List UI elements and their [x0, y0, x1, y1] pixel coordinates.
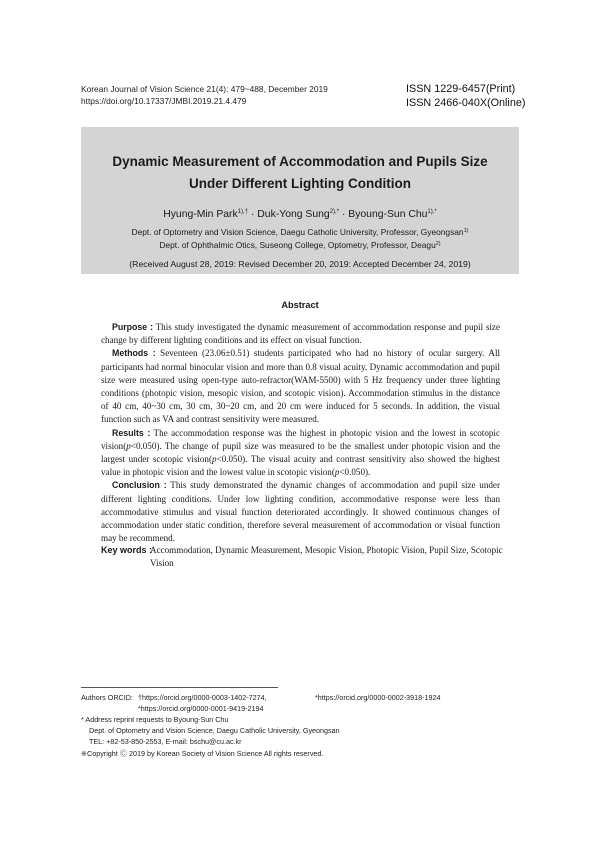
reprint-address: Dept. of Optometry and Vision Science, Daegu Catholic University, Gyeongsan — [89, 726, 340, 735]
p-value-symbol: p — [212, 454, 217, 465]
purpose-text: This study investigated the dynamic measurement of accommodation response and pupil size change by different lighting conditions and its effect on visual function. — [101, 322, 500, 346]
author-1-marker: 1),† — [237, 209, 249, 215]
footnotes — [81, 693, 521, 773]
conclusion-label: Conclusion : — [112, 480, 167, 491]
orcid-link-1[interactable]: †https://orcid.org/0000-0003-1402-7274, — [138, 693, 267, 702]
purpose-label: Purpose : — [112, 322, 154, 332]
author-separator: · — [339, 209, 349, 220]
journal-line: Korean Journal of Vision Science 21(4): 479~488, December 2019 — [81, 84, 328, 94]
orcid-link-2[interactable]: *https://orcid.org/0000-0002-3918-1924 — [315, 693, 441, 702]
reprint-request: * Address reprint requests to Byoung-Sun Chu — [81, 715, 229, 724]
methods-label: Methods : — [112, 348, 156, 359]
reprint-contact: TEL: +82-53-850-2553, E-mail: bschu@cu.ac.kr — [89, 737, 242, 746]
title-line-1: Dynamic Measurement of Accommodation and Pupils Size — [112, 154, 488, 169]
affiliation-1 — [81, 225, 519, 238]
received-dates: (Received August 28, 2019: Revised December 20, 2019: Accepted December 24, 2019) — [129, 259, 471, 269]
title-line-2: Under Different Lighting Condition — [189, 176, 411, 191]
results-text: <0.050). — [339, 467, 371, 478]
abstract-conclusion — [101, 479, 500, 545]
abstract-heading: Abstract — [281, 300, 319, 310]
author-2: Duk-Yong Sung — [257, 209, 330, 220]
results-text: <0.050). The visual acuity and contrast sensitivity also showed the highest value in photopic vision and the lowest value in scotopic vision( — [101, 454, 501, 478]
issn-block — [406, 82, 566, 110]
footnote-divider — [81, 687, 278, 688]
title-banner — [81, 127, 519, 274]
results-text: <0.050). The change of pupil size was measured to be the smallest under photopic vision and the largest under scotopic vision( — [101, 440, 500, 465]
issn-online: ISSN 2466-040X(Online) — [406, 97, 526, 109]
affiliation-1-text: Dept. of Optometry and Vision Science, Daegu Catholic University, Professor, Gyeongsan — [131, 227, 464, 237]
author-3-marker: 1),* — [427, 209, 437, 215]
p-value-symbol: p — [334, 467, 340, 478]
journal-citation — [81, 83, 381, 107]
doi-line: https://doi.org/10.17337/JMBI.2019.21.4.479 — [81, 96, 247, 106]
orcid-link-3[interactable]: *https://orcid.org/0000-0001-9419-2194 — [138, 704, 264, 713]
methods-text: Seventeen (23.06±0.51) students participated who had no history of ocular surgery. All participants had normal binocular vision and more than 0.8 visual acuity. Dynamic accommodation and pupil size were measured using open-type auto-refractor(WAM-5500) with 5 Hz frequency under three lighting conditions (photopic vision, mesopic vision, and scotopic vision). Accommodation stimulus in the distance of 40 cm, 40~30 cm, 30 cm, 30~20 cm, and 20 cm were induced for 5 seconds. In addition, the visual function such as VA and contrast sensitivity were measured. — [101, 348, 500, 425]
results-label: Results : — [112, 427, 151, 438]
p-value-symbol: p — [126, 440, 131, 451]
keywords-label: Key words : — [101, 545, 153, 555]
author-2-marker: 2),* — [329, 209, 340, 215]
author-3: Byoung-Sun Chu — [348, 209, 428, 220]
keywords-text: Accommodation, Dynamic Measurement, Mesopic Vision, Photopic Vision, Pupil Size, Scotopic Vision — [150, 545, 503, 569]
abstract-body — [101, 321, 500, 545]
issn-print: ISSN 1229-6457(Print) — [406, 83, 516, 95]
abstract-purpose — [101, 321, 500, 347]
conclusion-text: This study demonstrated the dynamic changes of accommodation and pupil size under different lighting conditions. Under low lighting condition, accommodative response were less than accommodative stimulus and visual function deteriorated accordingly. It showed continuous changes of accommodation under static condition, therefore several measurement of accommodation or visual function may be recommend. — [101, 480, 500, 544]
affiliation-1-marker: 1) — [463, 228, 469, 234]
author-list — [81, 205, 519, 222]
orcid-label: Authors ORCID: — [81, 693, 133, 702]
affiliation-2 — [81, 238, 519, 251]
affiliation-2-marker: 2) — [435, 241, 441, 247]
abstract-methods — [101, 347, 500, 426]
abstract-results — [101, 427, 500, 480]
paper-title — [81, 151, 519, 195]
results-text: The accommodation response was the highest in photopic vision and the lowest in scotopic vision( — [101, 427, 500, 451]
author-separator: · — [248, 209, 258, 220]
affiliation-2-text: Dept. of Ophthalmic Otics, Suseong College, Optometry, Professor, Deagu — [159, 240, 436, 250]
copyright-notice: ※Copyright Ⓒ 2019 by Korean Society of Vision Science All rights reserved. — [81, 749, 324, 758]
author-1: Hyung-Min Park — [163, 209, 238, 220]
